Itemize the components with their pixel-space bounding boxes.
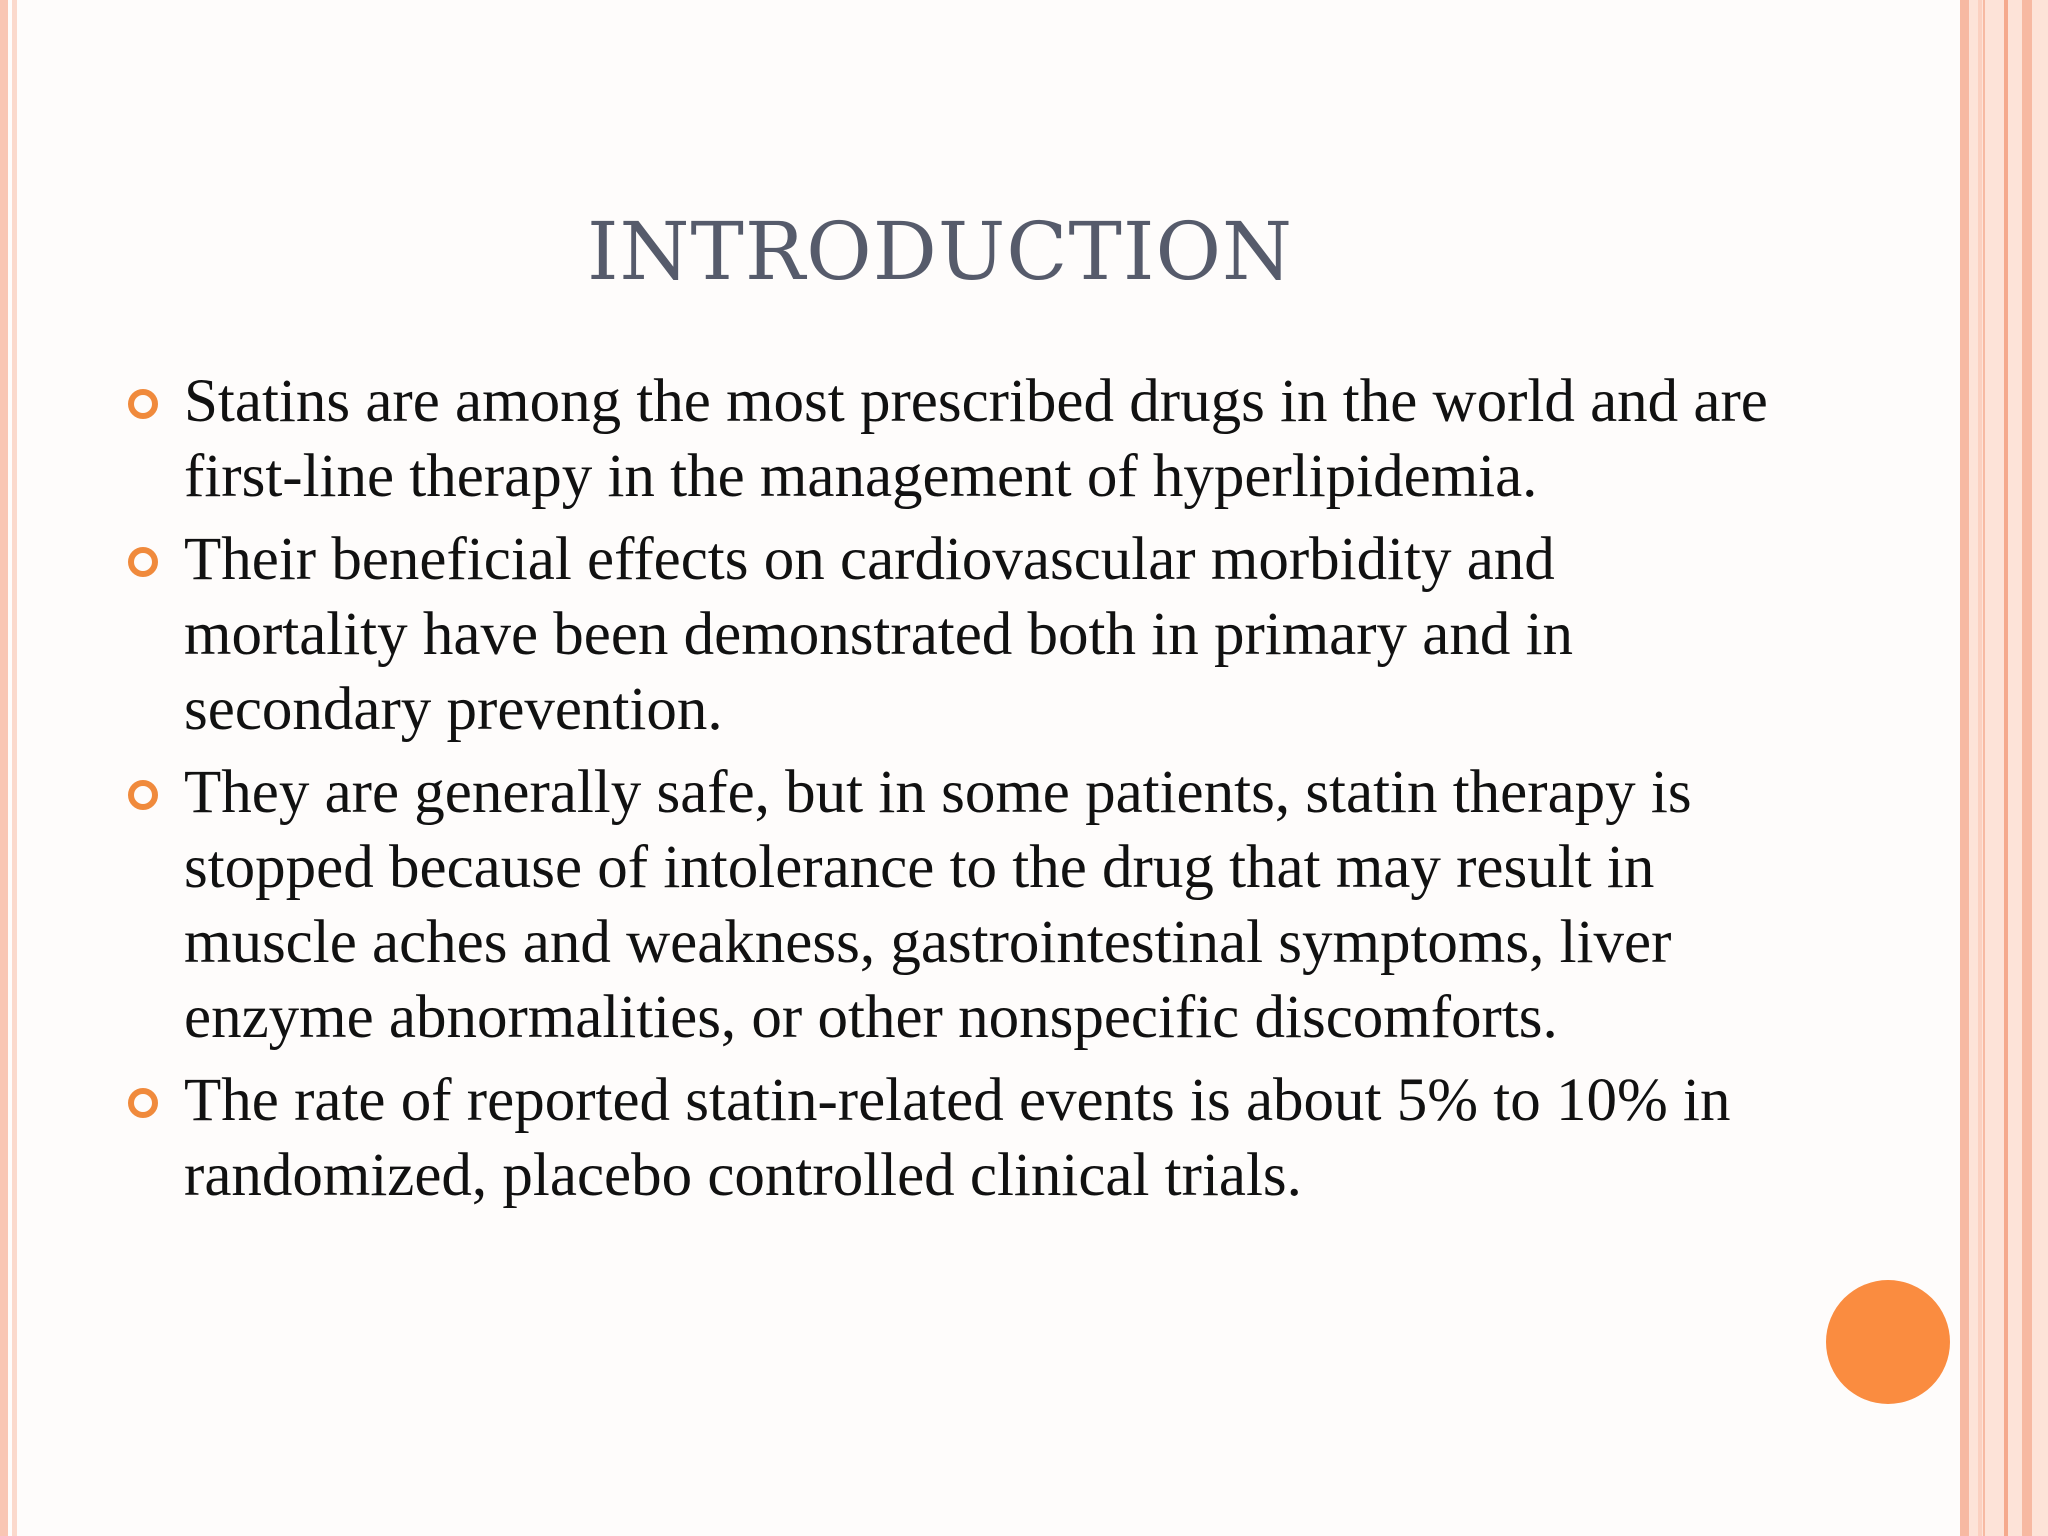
bullet-text: They are generally safe, but in some patients, statin therapy is stopped because of intolerance to the drug that may result in muscle aches and weakness, gastrointestinal symptoms, liver enzyme abnormalities, or other nonspecific discomforts. — [184, 759, 1692, 1051]
bullet-list — [128, 364, 1768, 1221]
right-border-stripe — [1960, 0, 1969, 1536]
right-border-stripe — [2004, 0, 2008, 1536]
bullet-item — [128, 1063, 1768, 1213]
bullet-text: Statins are among the most prescribed drugs in the world and are first-line therapy in the management of hyperlipidemia. — [184, 368, 1768, 510]
bullet-ring-icon — [128, 780, 158, 810]
right-border-stripe — [2022, 0, 2032, 1536]
bullet-item — [128, 364, 1768, 514]
slide-title: INTRODUCTION — [586, 205, 1294, 298]
bullet-item — [128, 755, 1768, 1055]
bullet-item — [128, 522, 1768, 747]
decorative-circle — [1826, 1280, 1950, 1404]
right-border-stripe — [1983, 0, 1985, 1536]
bullet-text: The rate of reported statin-related events is about 5% to 10% in randomized, placebo controlled clinical trials. — [184, 1067, 1731, 1209]
bullet-text: Their beneficial effects on cardiovascular morbidity and mortality have been demonstrated both in primary and in secondary prevention. — [184, 526, 1574, 743]
right-border-stripe — [1978, 0, 1982, 1536]
bullet-ring-icon — [128, 1088, 158, 1118]
bullet-ring-icon — [128, 547, 158, 577]
bullet-ring-icon — [128, 389, 158, 419]
